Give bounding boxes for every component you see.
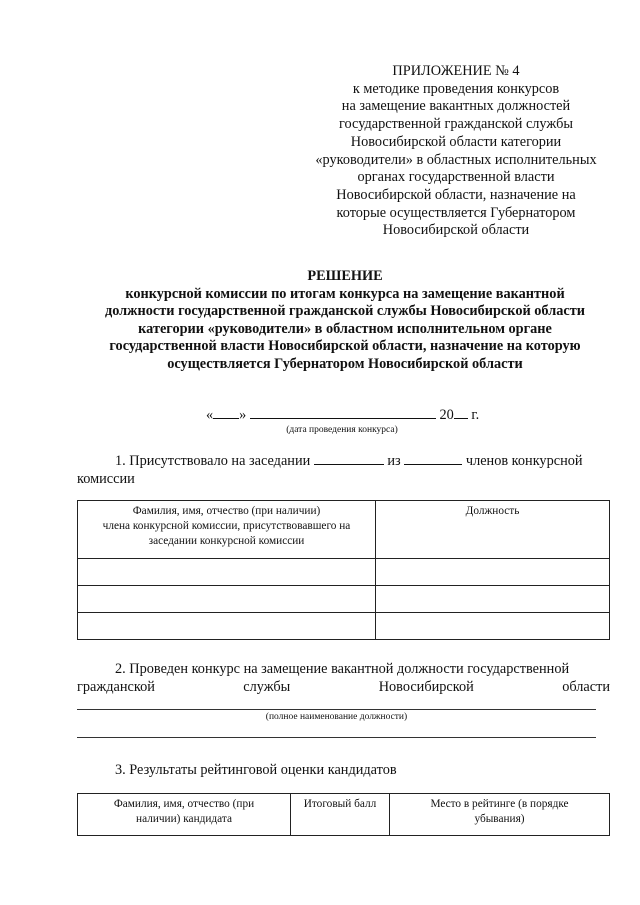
- header-line: Место в рейтинге (в порядке: [430, 798, 569, 810]
- section-1-text-c: членов конкурсной: [465, 453, 583, 469]
- section-1: [77, 452, 610, 488]
- section-3-text: 3. Результаты рейтинговой оценки кандидатов: [115, 762, 397, 778]
- year-blank[interactable]: [454, 406, 468, 419]
- section-1-text-b: из: [387, 453, 401, 469]
- header-line: убывания): [474, 813, 525, 825]
- year-suffix: г.: [467, 407, 480, 423]
- members-table: [77, 500, 610, 640]
- present-count-blank[interactable]: [314, 452, 384, 465]
- table-header-row: [78, 794, 610, 836]
- section-2-word: службы: [243, 679, 291, 695]
- decision-line: должности государственной гражданской службы Новосибирской области: [104, 303, 586, 320]
- total-score-header: Итоговый балл: [291, 794, 390, 836]
- position-name-caption: (полное наименование должности): [265, 712, 408, 722]
- total-count-blank[interactable]: [404, 452, 462, 465]
- header-line: Фамилия, имя, отчество (при: [113, 798, 255, 810]
- section-1-text-a: 1. Присутствовало на заседании: [115, 453, 311, 469]
- members-name-header: [78, 501, 376, 559]
- day-blank[interactable]: [213, 406, 239, 419]
- date-line: [206, 406, 479, 424]
- appendix-line: «руководители» в областных исполнительных: [315, 151, 597, 168]
- date-caption: [0, 425, 640, 435]
- table-row: [78, 613, 610, 640]
- table-cell[interactable]: [376, 613, 610, 640]
- table-cell[interactable]: [78, 586, 376, 613]
- table-cell[interactable]: [376, 559, 610, 586]
- date-close-quote: »: [239, 407, 247, 423]
- section-1-text-d: комиссии: [77, 471, 135, 487]
- decision-title: РЕШЕНИЕ: [307, 268, 383, 284]
- appendix-line: ПРИЛОЖЕНИЕ № 4: [392, 63, 520, 79]
- appendix-line: Новосибирской области, назначение на: [336, 186, 576, 203]
- month-blank[interactable]: [250, 406, 436, 419]
- section-1-line: [77, 452, 610, 470]
- section-2-text: 2. Проведен конкурс на замещение вакантной должности государственной: [115, 661, 570, 677]
- rating-place-header: [390, 794, 610, 836]
- date-open-quote: «: [206, 407, 214, 423]
- position-name-blank[interactable]: [77, 709, 596, 710]
- table-cell[interactable]: [78, 559, 376, 586]
- appendix-line: Новосибирской области категории: [350, 133, 562, 150]
- table-header-row: [78, 501, 610, 559]
- appendix-header: [296, 63, 616, 240]
- section-2-line-1: [77, 660, 610, 678]
- header-line: заседании конкурсной комиссии: [148, 535, 305, 547]
- candidates-table: [77, 793, 610, 836]
- section-2-word: Новосибирской: [378, 679, 474, 695]
- decision-line: осуществляется Губернатором Новосибирской области: [167, 355, 523, 372]
- appendix-line: которые осуществляется Губернатором: [336, 204, 576, 221]
- section-2-word: гражданской: [77, 679, 155, 695]
- position-name-blank-2[interactable]: [77, 737, 596, 738]
- appendix-line: Новосибирской области: [382, 222, 530, 239]
- appendix-line: на замещение вакантных должностей: [341, 98, 571, 115]
- section-2-word: области: [562, 679, 610, 695]
- table-row: [78, 559, 610, 586]
- appendix-line: органах государственной власти: [357, 169, 555, 186]
- section-3: [77, 761, 610, 779]
- table-row: [78, 586, 610, 613]
- header-line: члена конкурсной комиссии, присутствовавшего на: [102, 520, 351, 532]
- header-line: наличии) кандидата: [136, 813, 232, 825]
- members-position-header: Должность: [376, 501, 610, 559]
- year-prefix: 20: [439, 407, 454, 423]
- decision-line: конкурсной комиссии по итогам конкурса на замещение вакантной: [125, 285, 565, 302]
- header-line: Фамилия, имя, отчество (при наличии): [132, 505, 321, 517]
- section-2: [77, 660, 610, 696]
- decision-line: государственной власти Новосибирской области, назначение на которую: [109, 338, 581, 355]
- date-caption-text: (дата проведения конкурса): [286, 425, 398, 435]
- table-cell[interactable]: [78, 613, 376, 640]
- appendix-line: к методике проведения конкурсов: [352, 80, 560, 97]
- decision-line: категории «руководители» в областном исполнительном органе: [138, 320, 552, 337]
- section-2-line-2: [77, 678, 610, 696]
- candidate-name-header: [78, 794, 291, 836]
- decision-heading: [80, 268, 610, 374]
- table-cell[interactable]: [376, 586, 610, 613]
- appendix-line: государственной гражданской службы: [339, 116, 573, 133]
